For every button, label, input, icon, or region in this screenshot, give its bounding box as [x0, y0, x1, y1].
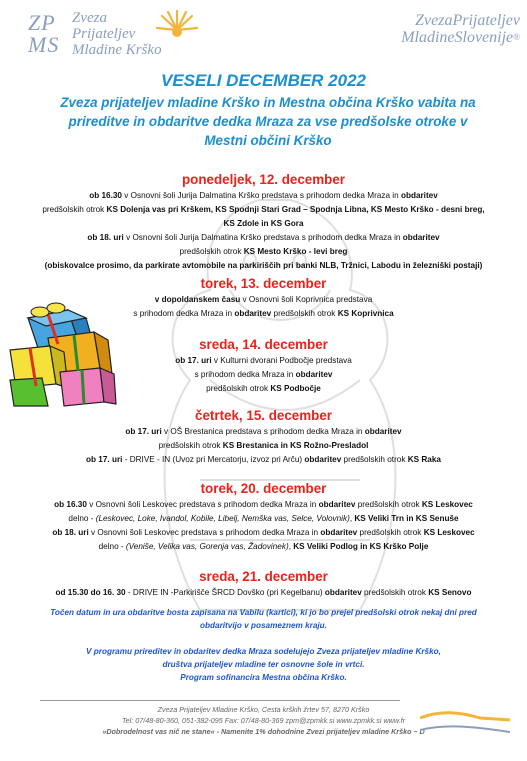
footer-slogan: »Dobrodelnost vas nič ne stane« - Namenite 1% dohodnine Zvezi prijateljev mladine Krško – D [102, 727, 425, 736]
event-line: ob 17. uri v Kulturni dvorani Podbočje predstava [175, 356, 352, 365]
footer-decoration [420, 700, 510, 750]
event-line: delno - (Veniše, Velika vas, Gorenja vas, Žadovinek), KS Veliki Podlog in KS Krško Polje [98, 542, 429, 551]
event-block-15 [0, 408, 527, 467]
event-day-title: ponedeljek, 12. december [182, 172, 345, 187]
event-block-12 [0, 172, 527, 273]
footer-divider [40, 700, 400, 701]
event-block-13 [0, 276, 527, 321]
event-line: ob 18. uri v Osnovni šoli Leskovec predstava s prihodom dedka Mraza in obdaritev predšolskih otrok KS Leskovec [52, 528, 475, 537]
event-line: s prihodom dedka Mraza in obdaritev predšolskih otrok KS Koprivnica [133, 309, 394, 318]
event-day-title: četrtek, 15. december [195, 408, 332, 423]
event-line: delno - (Leskovec, Loke, Ivandol, Kobile, Libelj, Nemška vas, Selce, Volovnik), KS Veliki Trn in KS Senuše [68, 514, 459, 523]
event-line: KS Zdole in KS Gora [223, 219, 304, 228]
event-line: predšolskih otrok KS Mesto Krško - levi breg [179, 247, 348, 256]
event-block-21 [0, 569, 527, 600]
event-line: predšolskih otrok KS Podbočje [206, 384, 321, 393]
logo-wordmark: Zveza Prijateljev Mladine Krško [72, 10, 162, 58]
event-day-title: torek, 20. december [200, 481, 327, 496]
event-day-title: sreda, 14. december [199, 337, 328, 352]
event-line: v dopoldanskem času v Osnovni šoli Koprivnica predstava [154, 295, 373, 304]
event-line: ob 17. uri - DRIVE - IN (Uvoz pri Mercatorju, izvoz pri Arču) obdaritev predšolskih otrok KS Raka [86, 455, 441, 464]
event-line: ob 16.30 v Osnovni šoli Jurija Dalmatina Krško predstava s prihodom dedka Mraza in obdaritev [89, 191, 438, 200]
page-title: VESELI DECEMBER 2022 [160, 71, 366, 90]
event-line: ob 16.30 v Osnovni šoli Leskovec predstava s prihodom dedka Mraza in obdaritev predšolskih otrok KS Leskovec [54, 500, 473, 509]
sun-icon [154, 8, 200, 48]
event-block-14 [0, 337, 527, 396]
event-day-title: torek, 13. december [200, 276, 327, 291]
page-subtitle: Zveza prijateljev mladine Krško in Mestna občina Krško vabita na prireditve in obdaritve dedka Mraza za vse predšolske otroke v Mestni občini Krško [60, 95, 476, 148]
event-day-title: sreda, 21. december [199, 569, 328, 584]
program-note: V programu prireditev in obdaritev dedka Mraza sodelujejo Zveza prijateljev mladine Krško, društva prijateljev mladine ter osnovne šole in vrtci. Program sofinancira Mestna občina Krško. [86, 647, 441, 682]
logo-monogram: ZP MS [28, 10, 60, 57]
event-line: predšolskih otrok KS Brestanica in KS Rožno-Presladol [158, 441, 369, 450]
zpm-slovenije-logo: ZvezaPrijateljev MladineSlovenije® [401, 12, 520, 46]
event-line: predšolskih otrok KS Dolenja vas pri Krškem, KS Spodnji Stari Grad – Spodnja Libna, KS Mesto Krško - desni breg, [42, 205, 485, 214]
event-line: od 15.30 do 16. 30 - DRIVE IN -Parkirišče ŠRCD Dovško (pri Kegelbanu) obdaritev predšolskih otrok KS Senovo [55, 588, 472, 597]
event-block-20 [0, 481, 527, 554]
footer-contacts: Tel: 07/48-80-360, 051-382-095 Fax: 07/48-80-369 zpm@zpmkk.si www.zpmkk.si www.fr [121, 716, 406, 725]
footer-address: Zveza Prijateljev Mladine Krško, Cesta krških žrtev 57, 8270 Krško [157, 705, 370, 714]
date-time-note: Točen datum in ura obdaritve bosta zapisana na Vabilu (kartici), ki jo bo prejel predšolski otrok nekaj dni pred obdaritvijo v posameznem kraju. [50, 608, 477, 630]
event-line: ob 17. uri v OŠ Brestanica predstava s prihodom dedka Mraza in obdaritev [125, 427, 402, 436]
parking-note: (obiskovalce prosimo, da parkirate avtomobile na parkiriščih pri banki NLB, Tržnici, Labodu in železniški postaji) [44, 261, 483, 270]
event-line: ob 18. uri v Osnovni šoli Jurija Dalmatina Krško predstava s prihodom dedka Mraza in obdaritev [87, 233, 440, 242]
zpm-krsko-logo [28, 6, 198, 68]
event-line: s prihodom dedka Mraza in obdaritev [194, 370, 333, 379]
